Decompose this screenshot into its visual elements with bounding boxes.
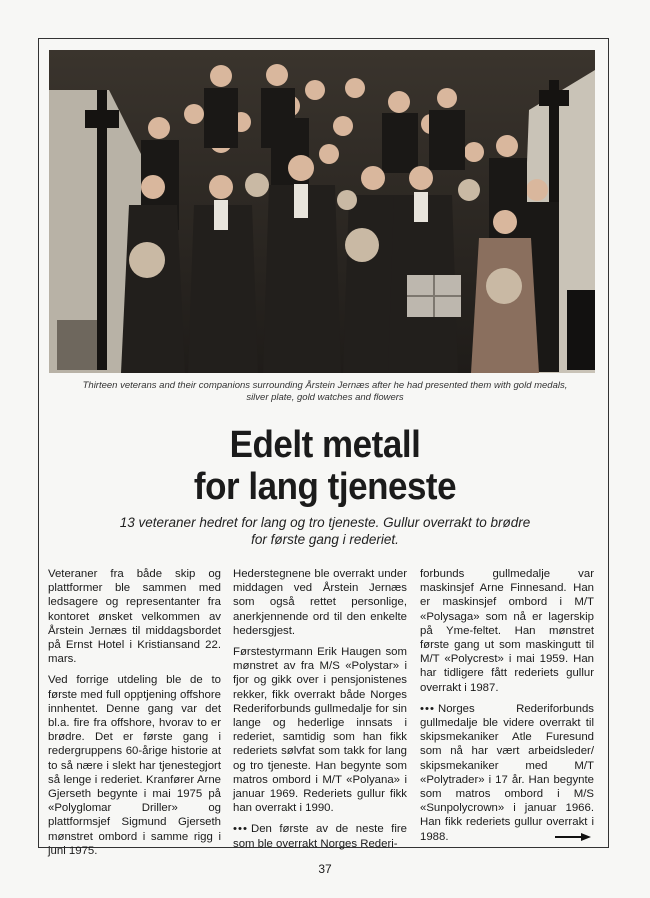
caption-line-1: Thirteen veterans and their companions surrounding Årstein Jernæs after he had presented them with gold medals, xyxy=(82,380,568,391)
paragraph-text: Den første av de neste fire som ble overrakt Norges Rederi- xyxy=(233,823,407,850)
paragraph: forbunds gullmedalje var maskinsjef Arne Finnesand. Han er maskinsjef ombord i M/T «Polysaga» som nå er lagerskip på Yme-feltet. Han mønstret første gang ut som maskingutt til M/T «Polycrest» i mai 1959. Han har tidligere fått rederiets gullur overrakt i 1987. xyxy=(420,568,594,694)
headline-line-1: Edelt metall xyxy=(229,424,421,466)
subhead-line-1: 13 veteraner hedret for lang og tro tjeneste. Gullur overrakt to brødre xyxy=(119,515,531,530)
paragraph xyxy=(420,702,594,844)
paragraph-text: Norges Rederiforbunds gullmedalje ble videre overrakt til skipsmekaniker Atle Furesund som nå har vært arbeidsleder/ skipsmekaniker med M/T «Polytrader» i 17 år. Han begynte som matros ombord i M/S «Sunpolycrown» i januar 1966. Han fikk rederiets gullur overrakt i 1988. xyxy=(420,702,594,843)
caption-line-2: silver plate, gold watches and flowers xyxy=(246,392,404,403)
article-column-1 xyxy=(48,567,221,865)
article-subheading xyxy=(80,514,570,548)
article-headline xyxy=(81,424,569,508)
photo-caption xyxy=(60,380,590,404)
headline-line-2: for lang tjeneste xyxy=(193,466,457,508)
section-bullets: ••• xyxy=(420,702,435,715)
paragraph: Førstestyrmann Erik Haugen som mønstret av fra M/S «Polystar» i fjor og gikk over i pensjonistenes rekker, fikk overrakt både Norges Rederiforbunds gullmedalje for sin lange og hederlige innsats i rederiet, samtidig som han fikk rederiets sølvfat som takk for lang og tro tjeneste. Han begynte som matros ombord i M/T «Polyana» i januar 1969. Rederiets gullur fikk han overrakt i 1990. xyxy=(233,646,407,815)
paragraph: Ved forrige utdeling ble de to første med full opptjening offshore innhentet. Denne gang var det bl.a. fire fra offshore, hvorav to er brødre. Det er første gang i redergruppens 60-årige historie at to så nære i slekt har tjenestegjort så lenge i rederiet. Kranfører Arne Gjerseth begynte i mai 1975 på «Polyglomar Driller» og plattformsjef Sigmund Gjerseth mønstret ombord i samme rigg i juni 1975. xyxy=(48,674,221,857)
article-column-2 xyxy=(233,567,407,858)
section-bullets: ••• xyxy=(233,823,248,836)
paragraph: Veteraner fra både skip og plattformer ble sammen med ledsagere og representanter fra kontoret ønsket velkommen av Årstein Jernæs til middagsbordet på Ernst Hotel i Kristiansand 22. mars. xyxy=(48,568,221,666)
paragraph: Hederstegnene ble overrakt under middagen ved Årstein Jernæs som også rettet personlige, anerkjennende ord til den enkelte hedersgjest. xyxy=(233,568,407,637)
subhead-line-2: for første gang i rederiet. xyxy=(251,532,399,547)
continue-arrow-icon xyxy=(555,832,591,842)
page-number: 37 xyxy=(318,862,332,876)
article-column-3 xyxy=(420,567,594,851)
group-photo xyxy=(49,50,595,373)
paragraph xyxy=(233,822,407,850)
group-photo-illustration xyxy=(49,50,595,373)
